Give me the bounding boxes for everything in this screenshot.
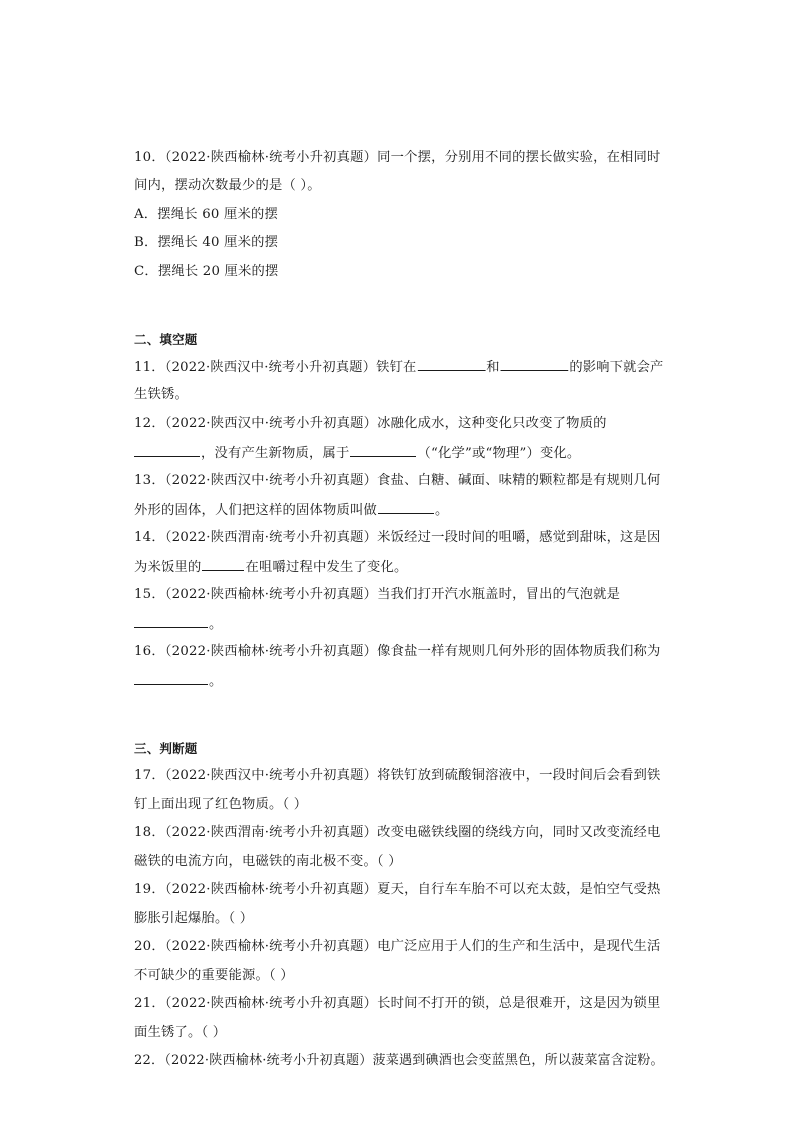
- question-15-line-1: 15．（2022·陕西榆林·统考小升初真题）当我们打开汽水瓶盖时，冒出的气泡就是: [134, 587, 621, 602]
- question-17-line-1: 17．（2022·陕西汉中·统考小升初真题）将铁钉放到硫酸铜溶液中，一段时间后会看到铁: [134, 768, 661, 783]
- question-16-line-1: 16．（2022·陕西榆林·统考小升初真题）像食盐一样有规则几何外形的固体物质我们称为: [134, 644, 661, 659]
- question-16-text-b: 。: [209, 674, 223, 689]
- question-21-line-1: 21．（2022·陕西榆林·统考小升初真题）长时间不打开的锁，总是很难开，这是因为锁里: [134, 996, 661, 1011]
- section-heading-fill-in: 二、填空题: [134, 332, 198, 347]
- question-15-text-b: 。: [209, 617, 223, 632]
- question-14-line-1: 14．（2022·陕西渭南·统考小升初真题）米饭经过一段时间的咀嚼，感觉到甜味，这是因: [134, 530, 661, 545]
- question-13-line-2: [134, 500, 664, 521]
- question-12-line-1: 12．（2022·陕西汉中·统考小升初真题）冰融化成水，这种变化只改变了物质的: [134, 416, 607, 431]
- question-11-text-a: 11．（2022·陕西汉中·统考小升初真题）铁钉在: [134, 360, 417, 375]
- question-18-line-2: 磁铁的电流方向，电磁铁的南北极不变。（ ）: [134, 854, 402, 869]
- answer-blank: [134, 671, 208, 685]
- question-12-line-2: [134, 443, 664, 464]
- question-16-line-2: [134, 671, 664, 692]
- question-10-option-b: B．摆绳长 40 厘米的摆: [134, 235, 279, 250]
- answer-blank: [378, 500, 434, 514]
- question-12-text-b: （“化学”或“物理”）变化。: [417, 446, 581, 461]
- question-21-line-2: 面生锈了。（ ）: [134, 1025, 227, 1040]
- question-14-text-b: 在咀嚼过程中发生了变化。: [245, 560, 408, 575]
- question-20-line-1: 20．（2022·陕西榆林·统考小升初真题）电广泛应用于人们的生产和生活中，是现代生活: [134, 939, 661, 954]
- question-13-line-1: 13．（2022·陕西汉中·统考小升初真题）食盐、白糖、碱面、味精的颗粒都是有规则几何: [134, 473, 661, 488]
- question-11-line-1: [134, 357, 662, 378]
- question-17-line-2: 钉上面出现了红色物质。（ ）: [134, 797, 308, 812]
- question-10-line-2: 间内，摆动次数最少的是（ ）。: [134, 178, 321, 193]
- answer-blank: [134, 443, 200, 457]
- question-10-option-c: C．摆绳长 20 厘米的摆: [134, 264, 279, 279]
- question-10-option-a: A．摆绳长 60 厘米的摆: [134, 207, 278, 222]
- question-22-line-1: 22．（2022·陕西榆林·统考小升初真题）菠菜遇到碘酒也会变蓝黑色，所以菠菜富含淀粉。: [134, 1053, 664, 1068]
- question-15-line-2: [134, 614, 664, 635]
- question-11-text-b: 和: [486, 360, 500, 375]
- question-14-line-2: [134, 557, 664, 578]
- question-19-line-1: 19．（2022·陕西榆林·统考小升初真题）夏天，自行车车胎不可以充太鼓，是怕空气受热: [134, 882, 661, 897]
- question-20-line-2: 不可缺少的重要能源。（ ）: [134, 968, 294, 983]
- question-10-line-1: 10．（2022·陕西榆林·统考小升初真题）同一个摆，分别用不同的摆长做实验，在相同时: [134, 150, 661, 165]
- answer-blank: [202, 557, 244, 571]
- question-13-text-a: 外形的固体，人们把这样的固体物质叫做: [134, 503, 377, 518]
- answer-blank: [350, 443, 416, 457]
- question-14-text-a: 为米饭里的: [134, 560, 202, 575]
- question-11-line-2: 生铁锈。: [134, 387, 188, 402]
- question-19-line-2: 膨胀引起爆胎。（ ）: [134, 911, 254, 926]
- answer-blank: [134, 614, 208, 628]
- section-heading-true-false: 三、判断题: [134, 741, 198, 756]
- question-11-text-c: 的影响下就会产: [569, 360, 664, 375]
- answer-blank: [501, 357, 569, 371]
- question-18-line-1: 18．（2022·陕西渭南·统考小升初真题）改变电磁铁线圈的绕线方向，同时又改变流经电: [134, 825, 661, 840]
- question-12-text-a: ，没有产生新物质，属于: [201, 446, 350, 461]
- answer-blank: [417, 357, 485, 371]
- question-13-text-b: 。: [434, 503, 449, 518]
